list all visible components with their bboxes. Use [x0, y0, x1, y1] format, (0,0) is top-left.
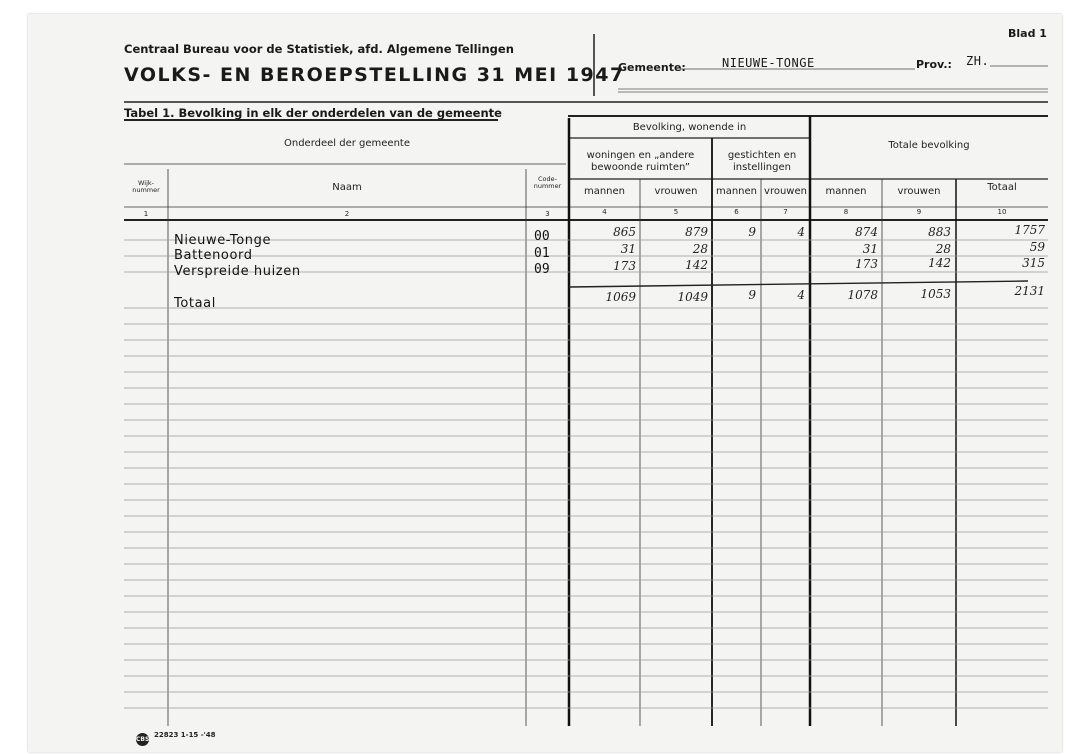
province-label: Prov.: — [916, 58, 952, 71]
cell-woningen-vrouwen: 28 — [692, 242, 708, 256]
total-gestichten-mannen: 9 — [748, 288, 756, 302]
col-number-6: 6 — [734, 208, 739, 216]
cell-totale-mannen: 173 — [855, 257, 878, 271]
header-totale-mannen: mannen — [825, 186, 867, 197]
page-label: Blad 1 — [1008, 27, 1047, 40]
form-footer-code: 22823 1-15 -'48 — [154, 731, 216, 739]
header-totale-vrouwen: vrouwen — [897, 186, 941, 197]
total-woningen-mannen: 1069 — [605, 290, 636, 304]
header-woningen-vrouwen: vrouwen — [654, 186, 698, 197]
census-form-sheet — [28, 14, 1062, 752]
header-totaal: Totaal — [987, 182, 1017, 193]
header-gestichten-vrouwen: vrouwen — [764, 186, 807, 197]
header-gestichten: gestichten en instellingen — [727, 150, 797, 173]
row-code: 00 — [534, 229, 550, 244]
form-ruling — [28, 14, 1062, 752]
census-title: VOLKS- EN BEROEPSTELLING 31 MEI 1947 — [124, 64, 625, 86]
col-number-8: 8 — [843, 208, 849, 216]
col-number-10: 10 — [997, 208, 1007, 216]
row-name: Nieuwe-Tonge — [174, 233, 272, 248]
total-label: Totaal — [174, 296, 216, 311]
header-woningen: woningen en „andere bewoonde ruimten” — [586, 150, 695, 173]
province-value: ZH. — [966, 54, 990, 68]
cell-totaal: 1757 — [1014, 223, 1045, 237]
cbs-logo: CBS — [136, 733, 149, 746]
header-onderdeel: Onderdeel der gemeente — [283, 138, 410, 149]
cell-totale-mannen: 31 — [862, 242, 878, 256]
col-number-9: 9 — [916, 208, 922, 216]
header-gestichten-mannen: mannen — [715, 186, 758, 197]
bureau-heading: Centraal Bureau voor de Statistiek, afd. Algemene Tellingen — [124, 42, 514, 56]
municipality-value: NIEUWE-TONGE — [722, 56, 815, 70]
row-code: 09 — [534, 262, 550, 277]
cell-totale-vrouwen: 883 — [928, 225, 951, 239]
cell-totaal: 59 — [1029, 240, 1045, 254]
municipality-label: Gemeente: — [618, 61, 686, 74]
row-name: Battenoord — [174, 248, 253, 263]
col-number-3: 3 — [545, 210, 550, 218]
total-totale-vrouwen: 1053 — [920, 287, 951, 301]
header-bevolking-wonende: Bevolking, wonende in — [632, 122, 747, 133]
row-code: 01 — [534, 246, 550, 261]
total-totale-mannen: 1078 — [847, 288, 878, 302]
cell-totale-vrouwen: 142 — [928, 256, 951, 270]
col-number-2: 2 — [344, 210, 350, 218]
cell-totale-vrouwen: 28 — [935, 242, 951, 256]
cell-totale-mannen: 874 — [855, 225, 878, 239]
col-number-4: 4 — [602, 208, 607, 216]
cell-woningen-mannen: 865 — [613, 225, 636, 239]
total-totaal: 2131 — [1014, 284, 1045, 298]
cell-woningen-mannen: 173 — [613, 259, 636, 273]
total-gestichten-vrouwen: 4 — [797, 288, 805, 302]
cell-woningen-mannen: 31 — [620, 242, 636, 256]
cell-gestichten-mannen: 9 — [748, 225, 756, 239]
cell-gestichten-vrouwen: 4 — [797, 225, 805, 239]
col-number-5: 5 — [673, 208, 679, 216]
header-naam: Naam — [332, 182, 362, 193]
cell-woningen-vrouwen: 142 — [685, 258, 708, 272]
header-wijknummer: Wijk- nummer — [132, 179, 160, 194]
cell-totaal: 315 — [1022, 256, 1045, 270]
cell-woningen-vrouwen: 879 — [685, 225, 708, 239]
row-name: Verspreide huizen — [174, 264, 301, 279]
total-woningen-vrouwen: 1049 — [677, 290, 708, 304]
col-number-1: 1 — [143, 210, 149, 218]
header-woningen-mannen: mannen — [583, 186, 626, 197]
table-title: Tabel 1. Bevolking in elk der onderdelen van de gemeente — [124, 106, 502, 120]
header-totale-bevolking: Totale bevolking — [888, 140, 970, 151]
header-codenummer: Code- nummer — [533, 175, 562, 190]
col-number-7: 7 — [783, 208, 788, 216]
